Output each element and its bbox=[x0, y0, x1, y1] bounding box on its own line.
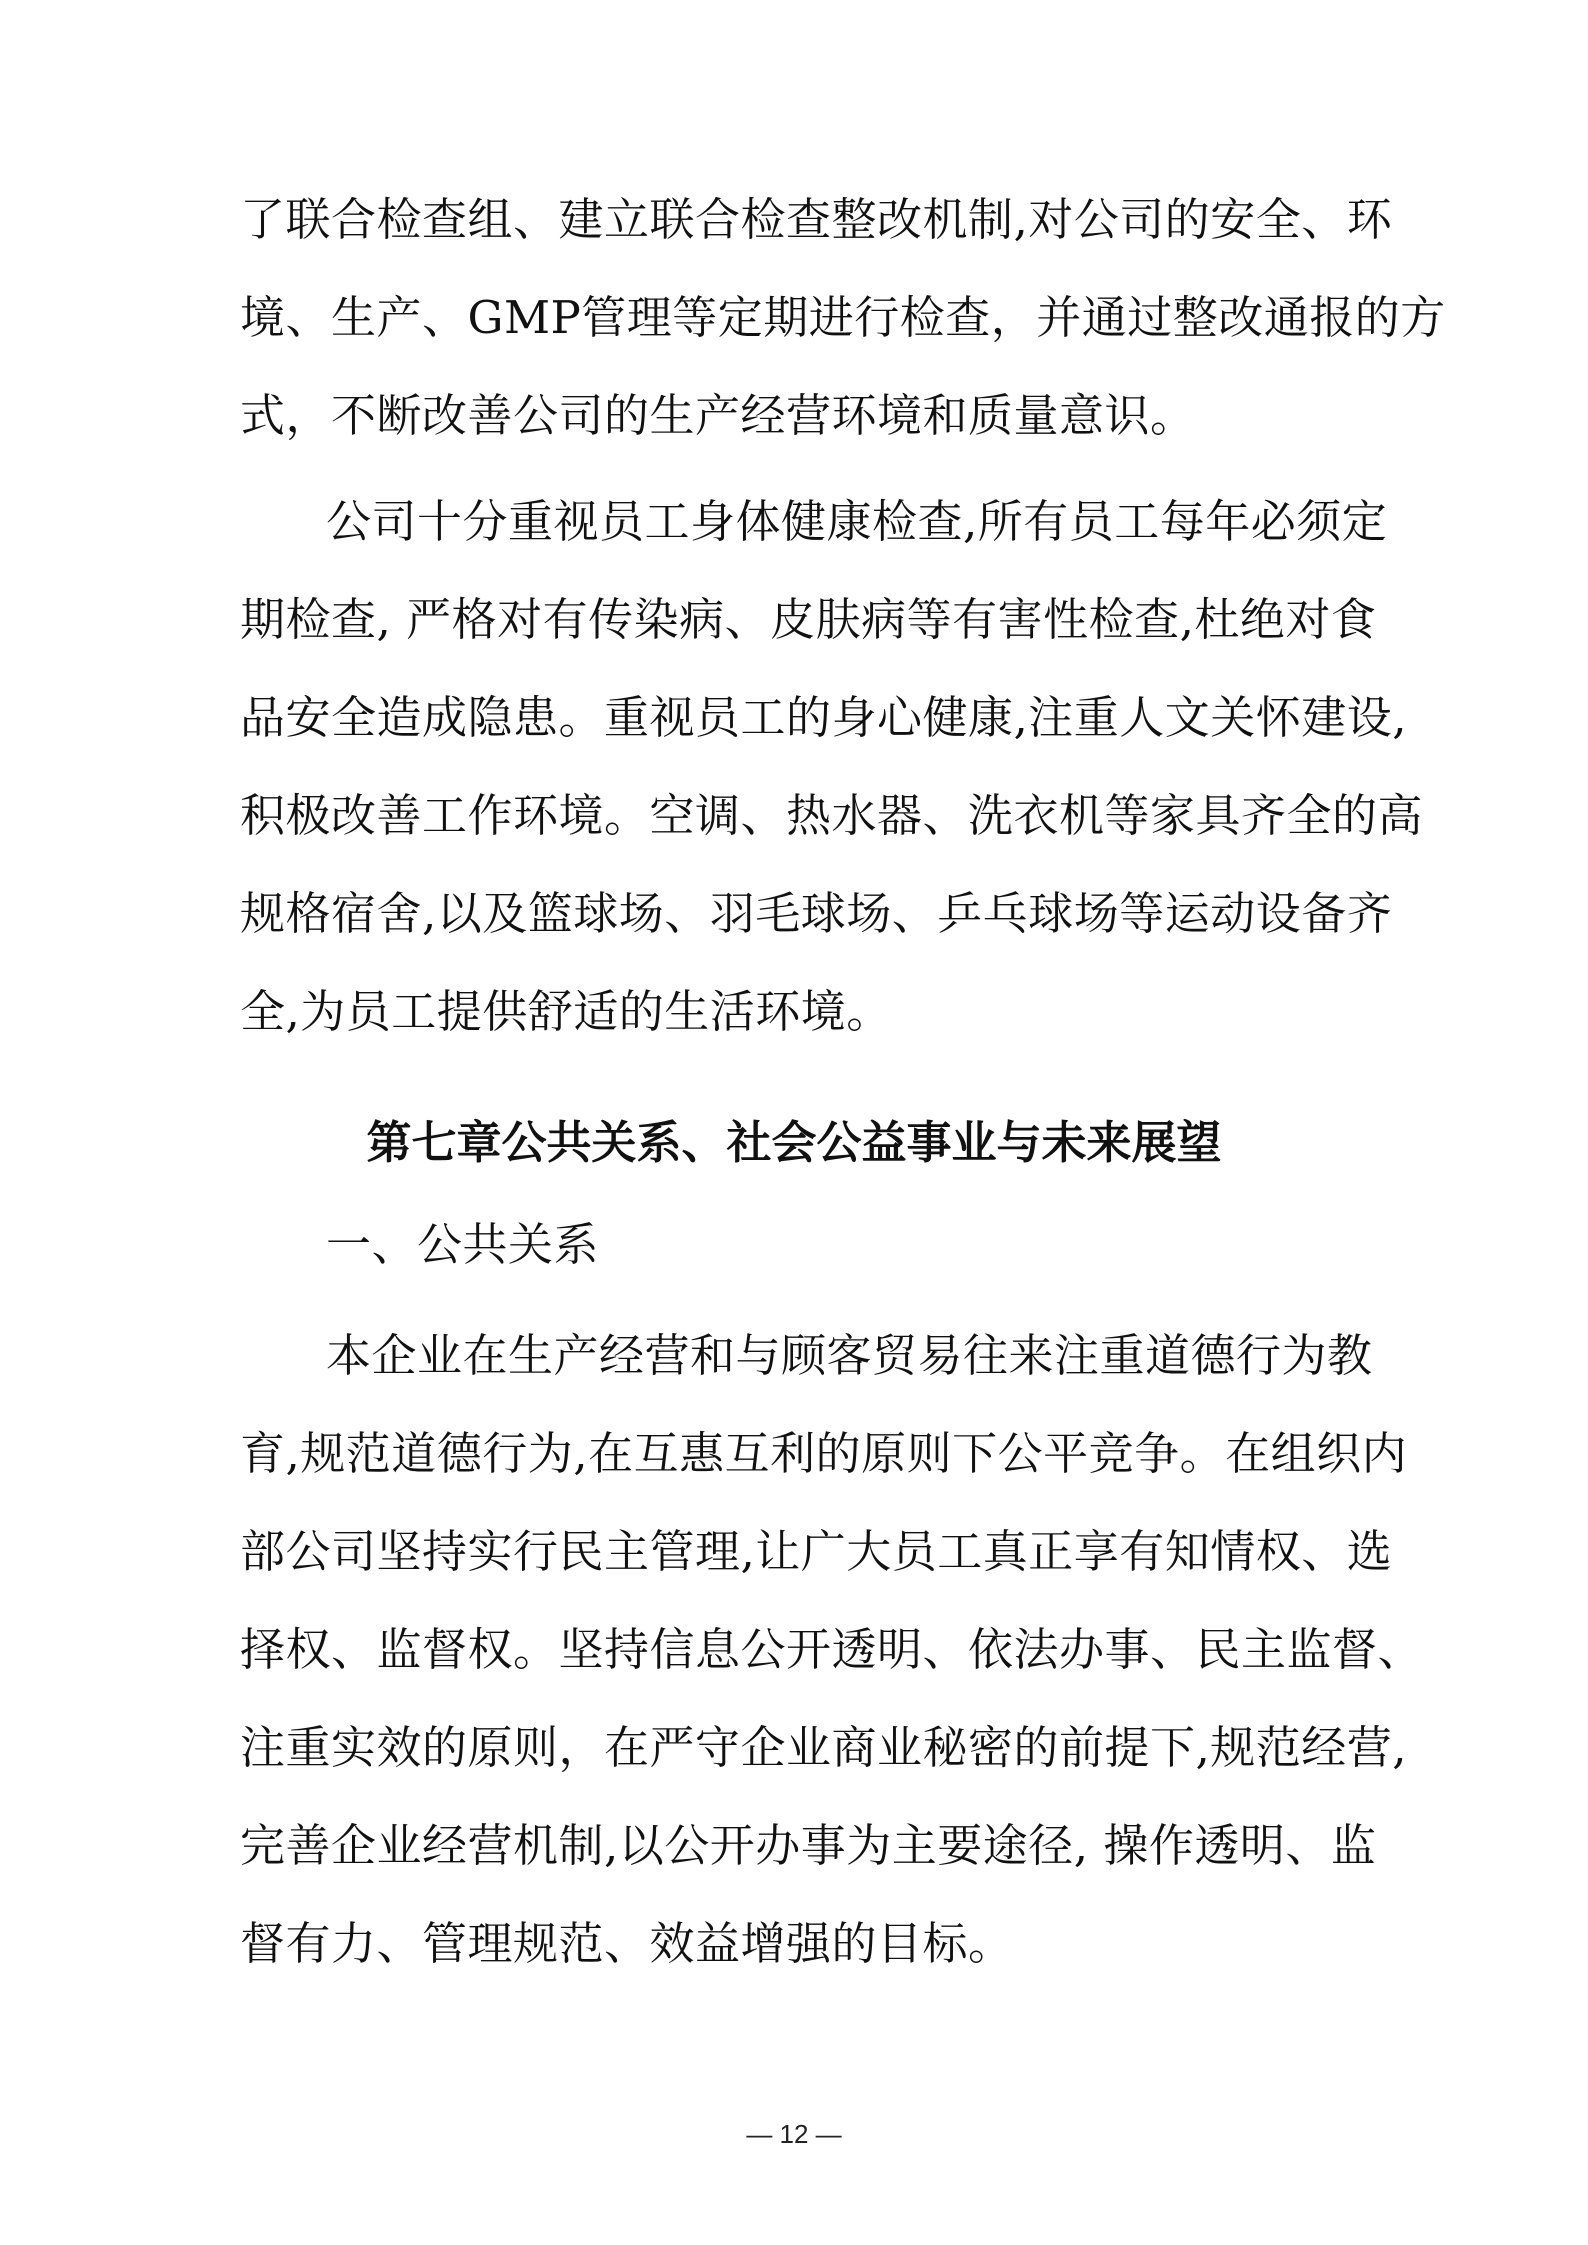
paragraph-line: 育,规范道德行为,在互惠互利的原则下公平竞争。在组织内 bbox=[240, 1427, 1408, 1480]
paragraph-line: 督有力、管理规范、效益增强的目标。 bbox=[240, 1917, 1014, 1970]
paragraph-line: 公司十分重视员工身体健康检查,所有员工每年必须定 bbox=[326, 495, 1388, 548]
section-heading: 一、公共关系 bbox=[326, 1218, 600, 1271]
paragraph-line: 境、生产、GMP管理等定期进行检查，并通过整改通报的方 bbox=[240, 291, 1446, 344]
chapter-heading: 第七章公共关系、社会公益事业与未来展望 bbox=[366, 1116, 1222, 1169]
paragraph-line: 积极改善工作环境。空调、热水器、洗衣机等家具齐全的高 bbox=[240, 789, 1424, 842]
paragraph-line: 注重实效的原则，在严守企业商业秘密的前提下,规范经营, bbox=[240, 1721, 1408, 1774]
paragraph-line: 本企业在生产经营和与顾客贸易往来注重道德行为教 bbox=[326, 1329, 1373, 1382]
paragraph-line: 部公司坚持实行民主管理,让广大员工真正享有知情权、选 bbox=[240, 1525, 1393, 1578]
paragraph-line: 完善企业经营机制,以公开办事为主要途径, 操作透明、监 bbox=[240, 1819, 1377, 1872]
paragraph-line: 品安全造成隐患。重视员工的身心健康,注重人文关怀建设, bbox=[240, 691, 1408, 744]
paragraph-line: 了联合检查组、建立联合检查整改机制,对公司的安全、环 bbox=[240, 193, 1393, 246]
paragraph-line: 择权、监督权。坚持信息公开透明、依法办事、民主监督、 bbox=[240, 1623, 1424, 1676]
paragraph-line: 全,为员工提供舒适的生活环境。 bbox=[240, 985, 892, 1038]
paragraph-line: 规格宿舍,以及篮球场、羽毛球场、乒乓球场等运动设备齐 bbox=[240, 887, 1393, 940]
page-number: — 12 — bbox=[746, 2119, 842, 2149]
paragraph-line: 式，不断改善公司的生产经营环境和质量意识。 bbox=[240, 389, 1196, 442]
paragraph-line: 期检查, 严格对有传染病、皮肤病等有害性检查,杜绝对食 bbox=[240, 593, 1377, 646]
